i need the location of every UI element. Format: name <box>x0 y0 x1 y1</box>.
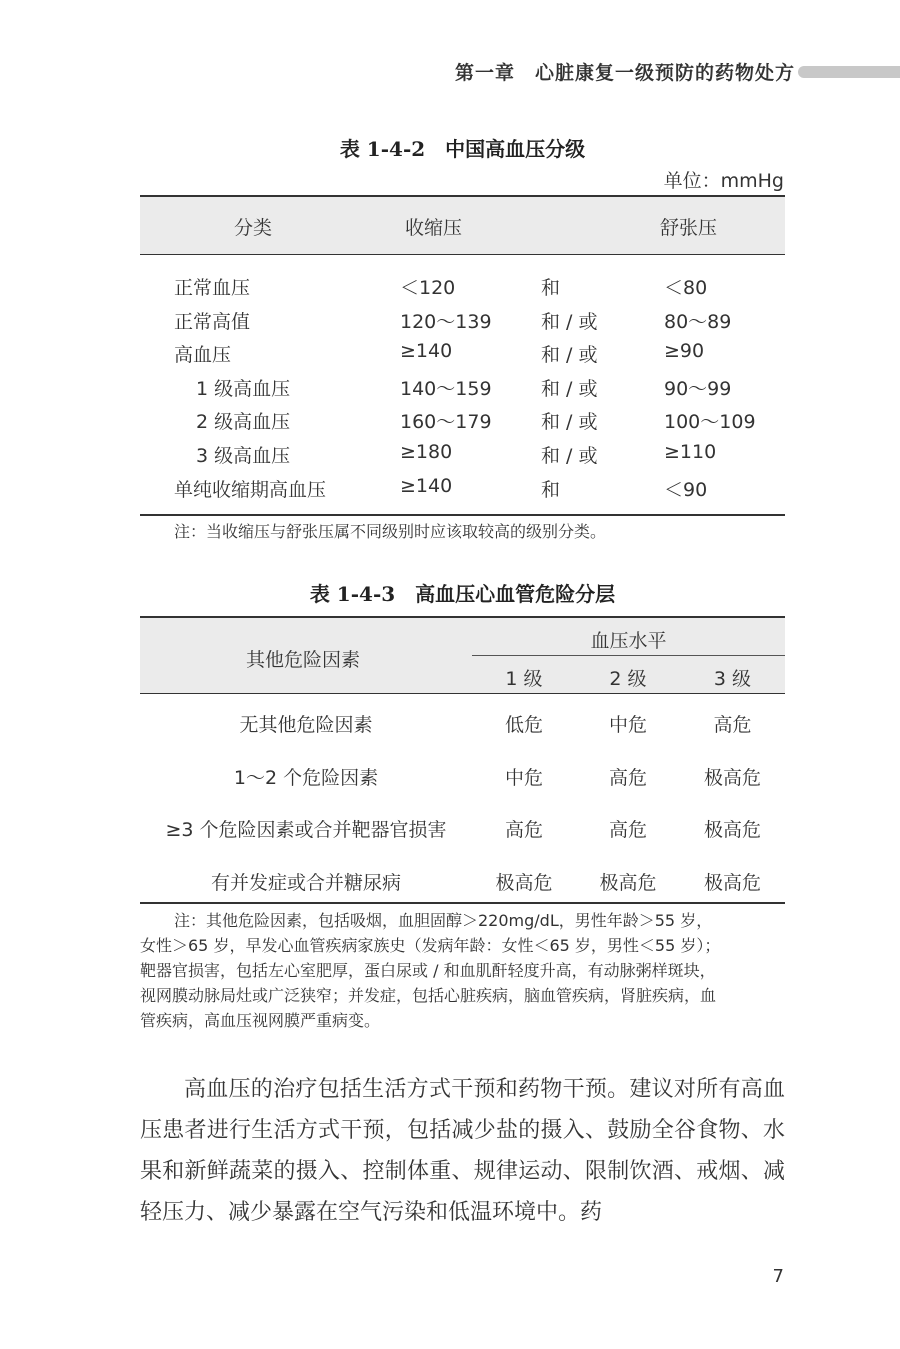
table1-cell-diastolic: ≥90 <box>664 340 705 362</box>
table2-cell-grade2: 极高危 <box>599 872 657 894</box>
table2-cell-grade1: 低危 <box>504 714 543 736</box>
table2-cell-grade3: 极高危 <box>703 767 761 789</box>
table2-cell-grade1: 高危 <box>504 819 543 841</box>
table2-cell-grade2: 高危 <box>608 767 647 789</box>
table2-note-line: 女性＞65 岁，早发心血管疾病家族史（发病年龄：女性＜65 岁，男性＜55 岁）； <box>140 936 721 955</box>
table2-cell-factor: 无其他危险因素 <box>239 714 373 736</box>
table1-cell-category: 1 级高血压 <box>196 378 291 400</box>
table1-cell-conjunction: 和 / 或 <box>541 311 598 333</box>
table1-cell-category: 高血压 <box>174 344 232 366</box>
table1-header-category: 分类 <box>234 217 273 239</box>
table2-note-line: 视网膜动脉局灶或广泛狭窄；并发症，包括心脏疾病，脑血管疾病，肾脏疾病，血 <box>140 986 717 1005</box>
table2-header-grade-3: 3 级 <box>713 668 752 690</box>
table1-cell-conjunction: 和 <box>541 479 561 501</box>
table2-header-grade-1: 1 级 <box>505 668 543 690</box>
table1-cell-category: 3 级高血压 <box>196 445 291 467</box>
table1-header-diastolic: 舒张压 <box>660 217 718 239</box>
table2-cell-grade2: 高危 <box>608 819 647 841</box>
table1-cell-category: 单纯收缩期高血压 <box>174 479 327 501</box>
table2-cell-factor: 有并发症或合并糖尿病 <box>210 872 401 894</box>
running-head: 第一章 心脏康复一级预防的药物处方 <box>455 62 796 84</box>
table1-cell-systolic: ＜120 <box>400 277 456 299</box>
table1-cell-category: 正常血压 <box>174 277 251 299</box>
table1-title: 表 1-4-2 中国高血压分级 <box>339 137 586 161</box>
table2-cell-grade1: 中危 <box>504 767 543 789</box>
table1-bottom-rule <box>140 514 785 516</box>
table1-cell-conjunction: 和 / 或 <box>541 411 598 433</box>
table2-cell-grade3: 极高危 <box>703 819 761 841</box>
header-decorative-bar <box>798 66 900 78</box>
table2-header-factor: 其他危险因素 <box>246 649 361 671</box>
table2-note-line: 管疾病，高血压视网膜严重病变。 <box>140 1011 381 1030</box>
table1-cell-diastolic: ＜80 <box>664 277 708 299</box>
table1-cell-category: 正常高值 <box>174 311 251 333</box>
table1-note: 注：当收缩压与舒张压属不同级别时应该取较高的级别分类。 <box>174 522 607 541</box>
table1-cell-category: 2 级高血压 <box>196 411 291 433</box>
table2-header-rule <box>140 693 785 694</box>
table1-cell-systolic: 140～159 <box>400 378 492 400</box>
table2-header-subrule <box>472 655 785 656</box>
table2-cell-factor: 1～2 个危险因素 <box>233 767 379 789</box>
table1-cell-conjunction: 和 <box>541 277 561 299</box>
table1-cell-conjunction: 和 / 或 <box>541 344 598 366</box>
table1-cell-diastolic: ＜90 <box>664 479 708 501</box>
table1-cell-conjunction: 和 / 或 <box>541 378 598 400</box>
table2-cell-grade3: 高危 <box>713 714 752 736</box>
body-paragraph: 高血压的治疗包括生活方式干预和药物干预。建议对所有高血压患者进行生活方式干预，包括减少盐的摄入、鼓励全谷食物、水果和新鲜蔬菜的摄入、控制体重、规律运动、限制饮酒、戒烟、减轻压力、减少暴露在空气污染和低温环境中。药 <box>140 1077 785 1225</box>
table2-header-bp-level: 血压水平 <box>590 630 667 652</box>
table2-note <box>140 908 785 1033</box>
table2-header-grade-2: 2 级 <box>609 668 647 690</box>
table2-cell-grade1: 极高危 <box>495 872 553 894</box>
table1-cell-systolic: ≥140 <box>400 475 453 497</box>
table1-cell-diastolic: 90～99 <box>664 378 732 400</box>
table1-cell-diastolic: ≥110 <box>664 441 717 463</box>
table2-cell-grade3: 极高危 <box>703 872 761 894</box>
body-paragraph-block <box>140 1069 785 1233</box>
table1-header-systolic: 收缩压 <box>405 217 463 239</box>
table1-cell-diastolic: 80～89 <box>664 311 732 333</box>
table2-note-line: 注：其他危险因素，包括吸烟，血胆固醇＞220mg/dL，男性年龄＞55 岁， <box>174 911 713 930</box>
table2-bottom-rule <box>140 902 785 904</box>
table2-title: 表 1-4-3 高血压心血管危险分层 <box>309 582 616 606</box>
table2-cell-factor: ≥3 个危险因素或合并靶器官损害 <box>165 819 447 841</box>
table1-cell-diastolic: 100～109 <box>664 411 756 433</box>
table1-unit: 单位：mmHg <box>663 170 784 192</box>
table1-cell-systolic: 120～139 <box>400 311 492 333</box>
table1-cell-conjunction: 和 / 或 <box>541 445 598 467</box>
table1-cell-systolic: ≥180 <box>400 441 453 463</box>
table1-cell-systolic: 160～179 <box>400 411 492 433</box>
page-number: 7 <box>772 1266 784 1287</box>
table1-header-rule <box>140 254 785 255</box>
table2-note-line: 靶器官损害，包括左心室肥厚，蛋白尿或 / 和血肌酐轻度升高，有动脉粥样斑块， <box>140 961 716 980</box>
table2-cell-grade2: 中危 <box>608 714 647 736</box>
table1-cell-systolic: ≥140 <box>400 340 453 362</box>
